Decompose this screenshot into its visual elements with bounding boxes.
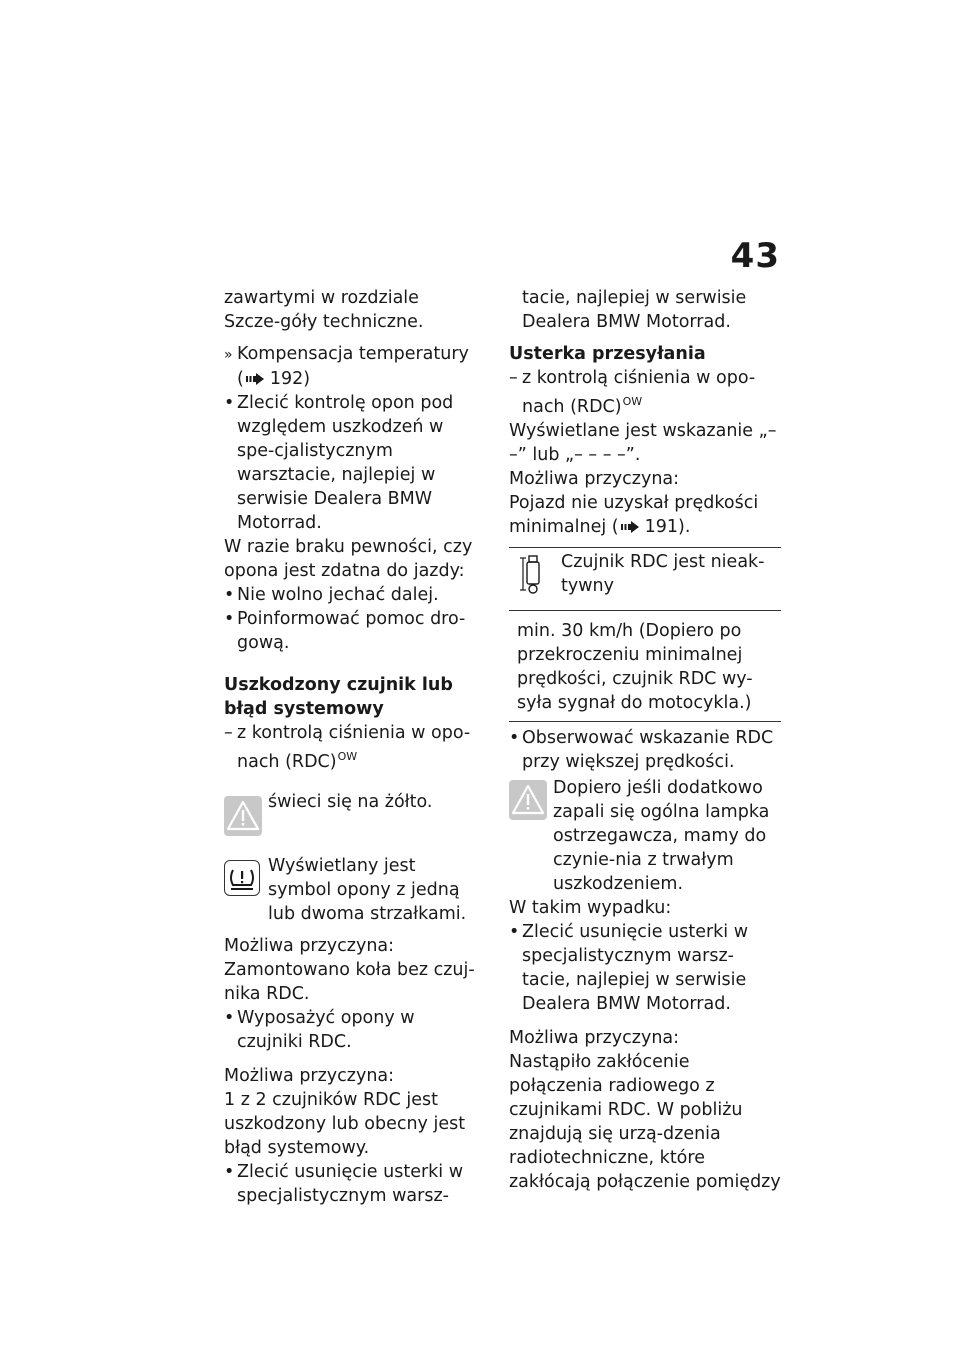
section-heading: Uszkodzony czujnik lub błąd systemowy	[224, 675, 453, 719]
note-box	[509, 547, 781, 722]
cause-text[interactable]: Pojazd nie uzyskał prędkości minimalnej ( 191).	[509, 493, 759, 537]
bullet-item: • Wyposażyć opony w czujniki RDC.	[224, 1006, 480, 1054]
cause-text: Nastąpiło zakłócenie połączenia radiowego z czujnikami RDC. W pobliżu znajdują się urzą-dzenia radiotechniczne, które zakłócają połączenie pomiędzy	[509, 1052, 781, 1192]
note-body: min. 30 km/h (Dopiero po przekroczeniu minimalnej prędkości, czujnik RDC wy-syła sygnał do motocykla.)	[517, 621, 753, 713]
bullet-item: • Nie wolno jechać dalej.	[224, 583, 480, 607]
warning-triangle-icon	[509, 780, 547, 820]
rdc-sensor-icon	[519, 554, 547, 596]
bullet-item: • Poinformować pomoc dro-gową.	[224, 607, 480, 655]
paragraph: W razie braku pewności, czy opona jest zdatna do jazdy:	[224, 537, 473, 581]
cause-text: Zamontowano koła bez czuj-nika RDC.	[224, 960, 475, 1004]
dash-item: – z kontrolą ciśnienia w opo-nach (RDC)$^{OW}$	[509, 366, 781, 419]
cause-label: Możliwa przyczyna:	[509, 1028, 680, 1048]
warning-light-row	[509, 776, 781, 896]
dash-item: – z kontrolą ciśnienia w opo-nach (RDC)$^{OW}$	[224, 721, 480, 774]
bullet-item: • Zlecić usunięcie usterki w specjalistycznym warsz-tacie, najlepiej w serwisie Dealera BMW Motorrad.	[509, 920, 781, 1016]
warning-triangle-icon	[224, 796, 262, 836]
tire-pressure-icon	[224, 860, 260, 896]
section-heading: Usterka przesyłania	[509, 344, 706, 364]
continued-text: tacie, najlepiej w serwisie Dealera BMW Motorrad.	[522, 288, 747, 332]
left-column	[224, 286, 480, 1208]
paragraph: W takim wypadku:	[509, 898, 672, 918]
right-column	[509, 286, 781, 1194]
bullet-item: • Obserwować wskazanie RDC przy większej prędkości.	[509, 726, 781, 774]
warning-text: Dopiero jeśli dodatkowo zapali się ogólna lampka ostrzegawcza, mamy do czynie-nia z trwałym uszkodzeniem.	[553, 778, 770, 894]
warning-light-row: świeci się na żółto.	[224, 790, 480, 834]
note-title: Czujnik RDC jest nieak-tywny	[561, 552, 765, 596]
page-number: 43	[730, 236, 780, 276]
cause-label: Możliwa przyczyna:	[224, 1066, 395, 1086]
note-header	[509, 548, 781, 611]
page-reference-arrow-icon	[621, 521, 639, 533]
tire-symbol-text: Wyświetlany jest symbol opony z jedną lub dwoma strzałkami.	[268, 856, 467, 924]
page-reference-arrow-icon	[246, 373, 264, 385]
cause-label: Możliwa przyczyna:	[509, 469, 680, 489]
tire-symbol-row	[224, 854, 480, 926]
cross-reference[interactable]: » Kompensacja temperatury	[224, 342, 480, 367]
cause-label: Możliwa przyczyna:	[224, 936, 395, 956]
intro-paragraph: zawartymi w rozdziale Szcze-góły techniczne.	[224, 288, 424, 332]
bullet-item: • Zlecić kontrolę opon pod względem uszkodzeń w spe-cjalistycznym warsztacie, najlepiej w serwisie Dealera BMW Motorrad.	[224, 391, 480, 535]
display-indication: Wyświetlane jest wskazanie „– –” lub „– – – –”.	[509, 421, 777, 465]
bullet-item: • Zlecić usunięcie usterki w specjalistycznym warsz-	[224, 1160, 480, 1208]
cross-reference-page[interactable]: ( 192)	[237, 369, 311, 389]
cause-text: 1 z 2 czujników RDC jest uszkodzony lub obecny jest błąd systemowy.	[224, 1090, 466, 1158]
